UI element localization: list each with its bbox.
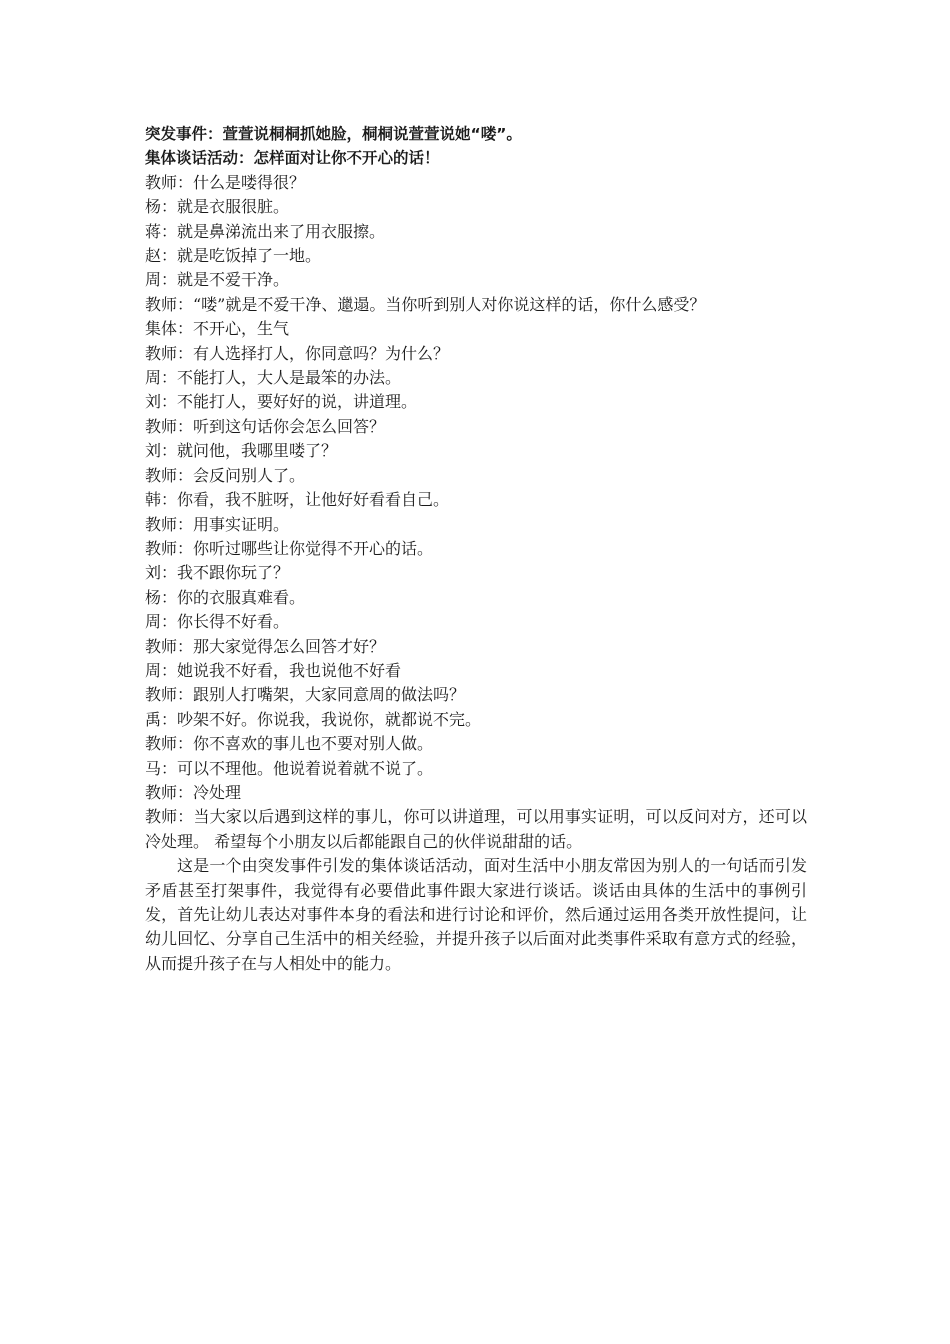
dialogue-line: 禹：吵架不好。你说我，我说你，就都说不完。 xyxy=(145,709,482,729)
dialogue-line: 集体：不开心，生气 xyxy=(145,319,290,339)
dialogue-line: 教师：你不喜欢的事儿也不要对别人做。 xyxy=(145,734,434,754)
dialogue-line: 韩：你看，我不脏呀，让他好好看看自己。 xyxy=(145,490,450,510)
dialogue-line: 杨：就是衣服很脏。 xyxy=(145,197,290,217)
dialogue-line: 周：你长得不好看。 xyxy=(145,612,290,632)
dialogue-line: 蒋：就是鼻涕流出来了用衣服擦。 xyxy=(145,221,386,241)
dialogue-line: 刘：就问他，我哪里喽了？ xyxy=(145,441,338,461)
dialogue-line: 杨：你的衣服真难看。 xyxy=(145,587,306,607)
dialogue-line: 教师：那大家觉得怎么回答才好？ xyxy=(145,636,386,656)
dialogue-line: 周：就是不爱干净。 xyxy=(145,270,290,290)
dialogue-line: 刘：不能打人，要好好的说，讲道理。 xyxy=(145,392,418,412)
dialogue-line: 刘：我不跟你玩了？ xyxy=(145,563,290,583)
dialogue-line: 周：不能打人，大人是最笨的办法。 xyxy=(145,368,402,388)
dialogue-line: 教师：用事实证明。 xyxy=(145,514,290,534)
dialogue-line: 教师：“喽”就是不爱干净、邋遢。当你听到别人对你说这样的话，你什么感受？ xyxy=(145,294,706,314)
dialogue-line: 教师：听到这句话你会怎么回答？ xyxy=(145,416,386,436)
activity-heading: 集体谈话活动：怎样面对让你不开心的话！ xyxy=(145,149,440,168)
document-page xyxy=(145,122,807,976)
incident-heading: 突发事件：萱萱说桐桐抓她脸，桐桐说萱萱说她“喽”。 xyxy=(145,125,522,143)
dialogue-line: 教师：当大家以后遇到这样的事儿，你可以讲道理，可以用事实证明，可以反问对方，还可以冷处理。 希望每个小朋友以后都能跟自己的伙伴说甜甜的话。 xyxy=(145,807,807,851)
dialogue-line: 教师：什么是喽得很？ xyxy=(145,172,306,192)
dialogue-line: 教师：会反问别人了。 xyxy=(145,465,306,485)
reflection-paragraph: 这是一个由突发事件引发的集体谈话活动，面对生活中小朋友常因为别人的一句话而引发矛盾甚至打架事件，我觉得有必要借此事件跟大家进行谈话。谈话由具体的生活中的事例引发，首先让幼儿表达对事件本身的看法和进行讨论和评价，然后通过运用各类开放性提问，让幼儿回忆、分享自己生活中的相关经验，并提升孩子以后面对此类事件采取有意方式的经验，从而提升孩子在与人相处中的能力。 xyxy=(145,856,807,973)
dialogue-line: 教师：冷处理 xyxy=(145,782,242,802)
dialogue-line: 教师：你听过哪些让你觉得不开心的话。 xyxy=(145,538,434,558)
dialogue-line: 马：可以不理他。他说着说着就不说了。 xyxy=(145,758,434,778)
dialogue-line: 教师：有人选择打人，你同意吗？为什么？ xyxy=(145,343,450,363)
dialogue-line: 教师：跟别人打嘴架，大家同意周的做法吗？ xyxy=(145,685,466,705)
dialogue-line: 赵：就是吃饭掉了一地。 xyxy=(145,246,322,266)
dialogue-line: 周：她说我不好看，我也说他不好看 xyxy=(145,660,402,680)
